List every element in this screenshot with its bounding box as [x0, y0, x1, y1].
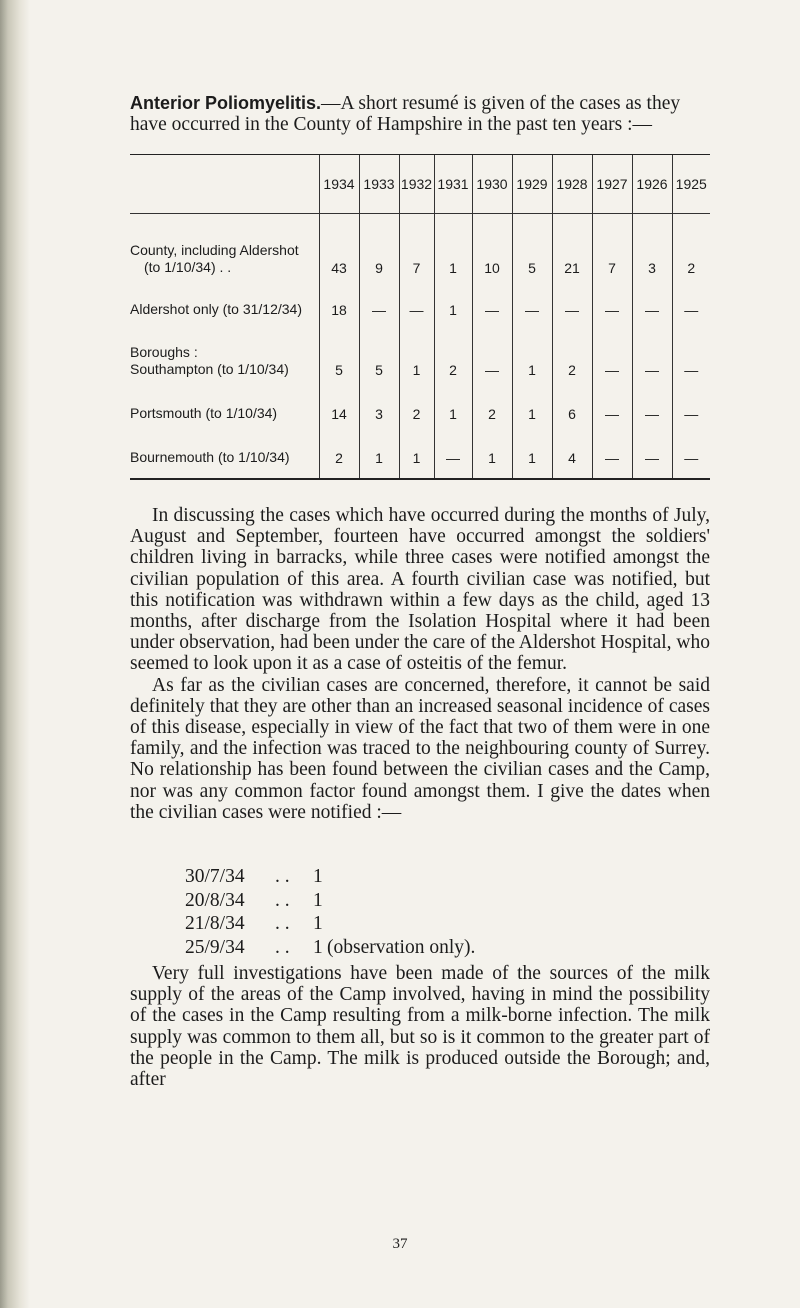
table-cell: 2 [434, 322, 472, 382]
leader-dots: . . [275, 889, 290, 911]
year-header: 1934 [319, 155, 359, 214]
table-cell: — [632, 280, 672, 322]
table-cell: — [672, 426, 710, 479]
year-header: 1930 [472, 155, 512, 214]
list-item [185, 865, 475, 889]
table-cell: 2 [472, 382, 512, 426]
paragraph: Very full investigations have been made of the sources of the milk supply of the areas of the Camp involved, having in mind the possibility of the cases in the Camp resulting from a milk-borne infection. The milk supply was common to them all, but so is it common to the greater part of the people in the Camp. The milk is produced outside the Borough; and, after [130, 963, 710, 1091]
row-label-line: Bournemouth (to 1/10/34) [130, 449, 290, 465]
date: 30/7/34 [185, 866, 245, 887]
table-cell: — [672, 280, 710, 322]
list-item [185, 889, 475, 913]
table-cell: 4 [552, 426, 592, 479]
year-header: 1931 [434, 155, 472, 214]
notification-dates-list [185, 865, 475, 959]
leader-dots: . . [275, 866, 290, 887]
table-corner [130, 155, 319, 214]
table-cell: — [552, 280, 592, 322]
table-cell: 2 [672, 214, 710, 281]
row-label [130, 426, 319, 479]
date: 21/8/34 [185, 913, 245, 934]
table-cell: 5 [359, 322, 399, 382]
table-cell: 3 [359, 382, 399, 426]
table-cell: 1 [434, 280, 472, 322]
table-cell: 1 [512, 322, 552, 382]
table-cell: — [592, 382, 632, 426]
year-header: 1927 [592, 155, 632, 214]
table-cell: 1 [399, 322, 434, 382]
table-row [130, 214, 710, 281]
count: 1 [313, 866, 323, 887]
table-cell: — [632, 322, 672, 382]
row-label-line: (to 1/10/34) . . [144, 259, 232, 275]
table-row [130, 382, 710, 426]
table-cell: 1 [472, 426, 512, 479]
table-cell: — [672, 382, 710, 426]
list-item [185, 912, 475, 936]
date: 20/8/34 [185, 889, 245, 911]
body-text [130, 505, 710, 823]
row-label-line: Aldershot only (to 31/12/34) [130, 301, 302, 317]
table-cell: — [592, 322, 632, 382]
list-item [185, 936, 475, 960]
table-cell: — [592, 426, 632, 479]
table-cell: — [632, 382, 672, 426]
table-cell: 1 [434, 214, 472, 281]
row-label-line: County, including Aldershot [130, 242, 299, 258]
table-row [130, 280, 710, 322]
table-cell: 7 [592, 214, 632, 281]
table-cell: 43 [319, 214, 359, 281]
table-cell: 18 [319, 280, 359, 322]
table-cell: 1 [399, 426, 434, 479]
table-cell: 3 [632, 214, 672, 281]
date: 25/9/34 [185, 936, 245, 958]
row-label [130, 280, 319, 322]
row-label [130, 214, 319, 281]
table-cell: 2 [399, 382, 434, 426]
table-cell: — [472, 322, 512, 382]
table-cell: 6 [552, 382, 592, 426]
table-cell: — [592, 280, 632, 322]
table-cell: — [472, 280, 512, 322]
table-cell: — [672, 322, 710, 382]
date-note: (observation only). [327, 936, 476, 958]
table-row [130, 426, 710, 479]
table-row [130, 322, 710, 382]
table-cell: — [434, 426, 472, 479]
paragraph: As far as the civilian cases are concerned, therefore, it cannot be said definitely that they are other than an increased seasonal incidence of cases of this disease, especially in view of the fact that two of them were in one family, and the infection was traced to the neighbouring county of Surrey. No relationship has been found between the civilian cases and the Camp, nor was any common factor found amongst them. I give the dates when the civilian cases were notified :— [130, 674, 710, 823]
row-label-line: Boroughs : [130, 344, 198, 360]
row-label-line: Southampton (to 1/10/34) [130, 361, 289, 377]
table-cell: — [359, 280, 399, 322]
cases-table [130, 154, 710, 480]
table-cell: 2 [552, 322, 592, 382]
page-number: 37 [392, 1236, 408, 1252]
table-cell: — [632, 426, 672, 479]
table-cell: 21 [552, 214, 592, 281]
table-cell: — [399, 280, 434, 322]
table-cell: 2 [319, 426, 359, 479]
heading-text: —A short resumé is given of the cases as they have occurred in the County of Hampshire in the past ten years :— [130, 93, 681, 135]
heading-title: Anterior Poliomyelitis. [130, 93, 322, 113]
year-header: 1932 [399, 155, 434, 214]
table-cell: 5 [512, 214, 552, 281]
row-label-line: Portsmouth (to 1/10/34) [130, 405, 278, 421]
table-cell: 1 [512, 382, 552, 426]
count: 1 [313, 913, 323, 934]
year-header: 1929 [512, 155, 552, 214]
year-header: 1926 [632, 155, 672, 214]
table-cell: 1 [434, 382, 472, 426]
table-cell: 7 [399, 214, 434, 281]
table-cell: 5 [319, 322, 359, 382]
leader-dots: . . [275, 913, 290, 934]
table-cell: 1 [512, 426, 552, 479]
row-label [130, 322, 319, 382]
row-label [130, 382, 319, 426]
section-heading [130, 93, 710, 135]
count: 1 [313, 889, 323, 911]
year-header: 1928 [552, 155, 592, 214]
table-header-row [130, 155, 710, 214]
paragraph: In discussing the cases which have occurred during the months of July, August and September, fourteen have occurred amongst the soldiers' children living in barracks, while three cases were notified amongst the civilian population of this area. A fourth civilian case was notified, but this notification was withdrawn within a few days as the child, aged 13 months, after discharge from the Isolation Hospital where it had been under observation, had been under the care of the Aldershot Hospital, who seemed to look upon it as a case of osteitis of the femur. [130, 505, 710, 675]
table-cell: 1 [359, 426, 399, 479]
year-header: 1925 [672, 155, 710, 214]
body-text-continued [130, 963, 710, 1090]
table-cell: 9 [359, 214, 399, 281]
table-cell: 10 [472, 214, 512, 281]
table-cell: — [512, 280, 552, 322]
count: 1 [313, 936, 323, 958]
year-header: 1933 [359, 155, 399, 214]
table-cell: 14 [319, 382, 359, 426]
leader-dots: . . [275, 936, 290, 958]
